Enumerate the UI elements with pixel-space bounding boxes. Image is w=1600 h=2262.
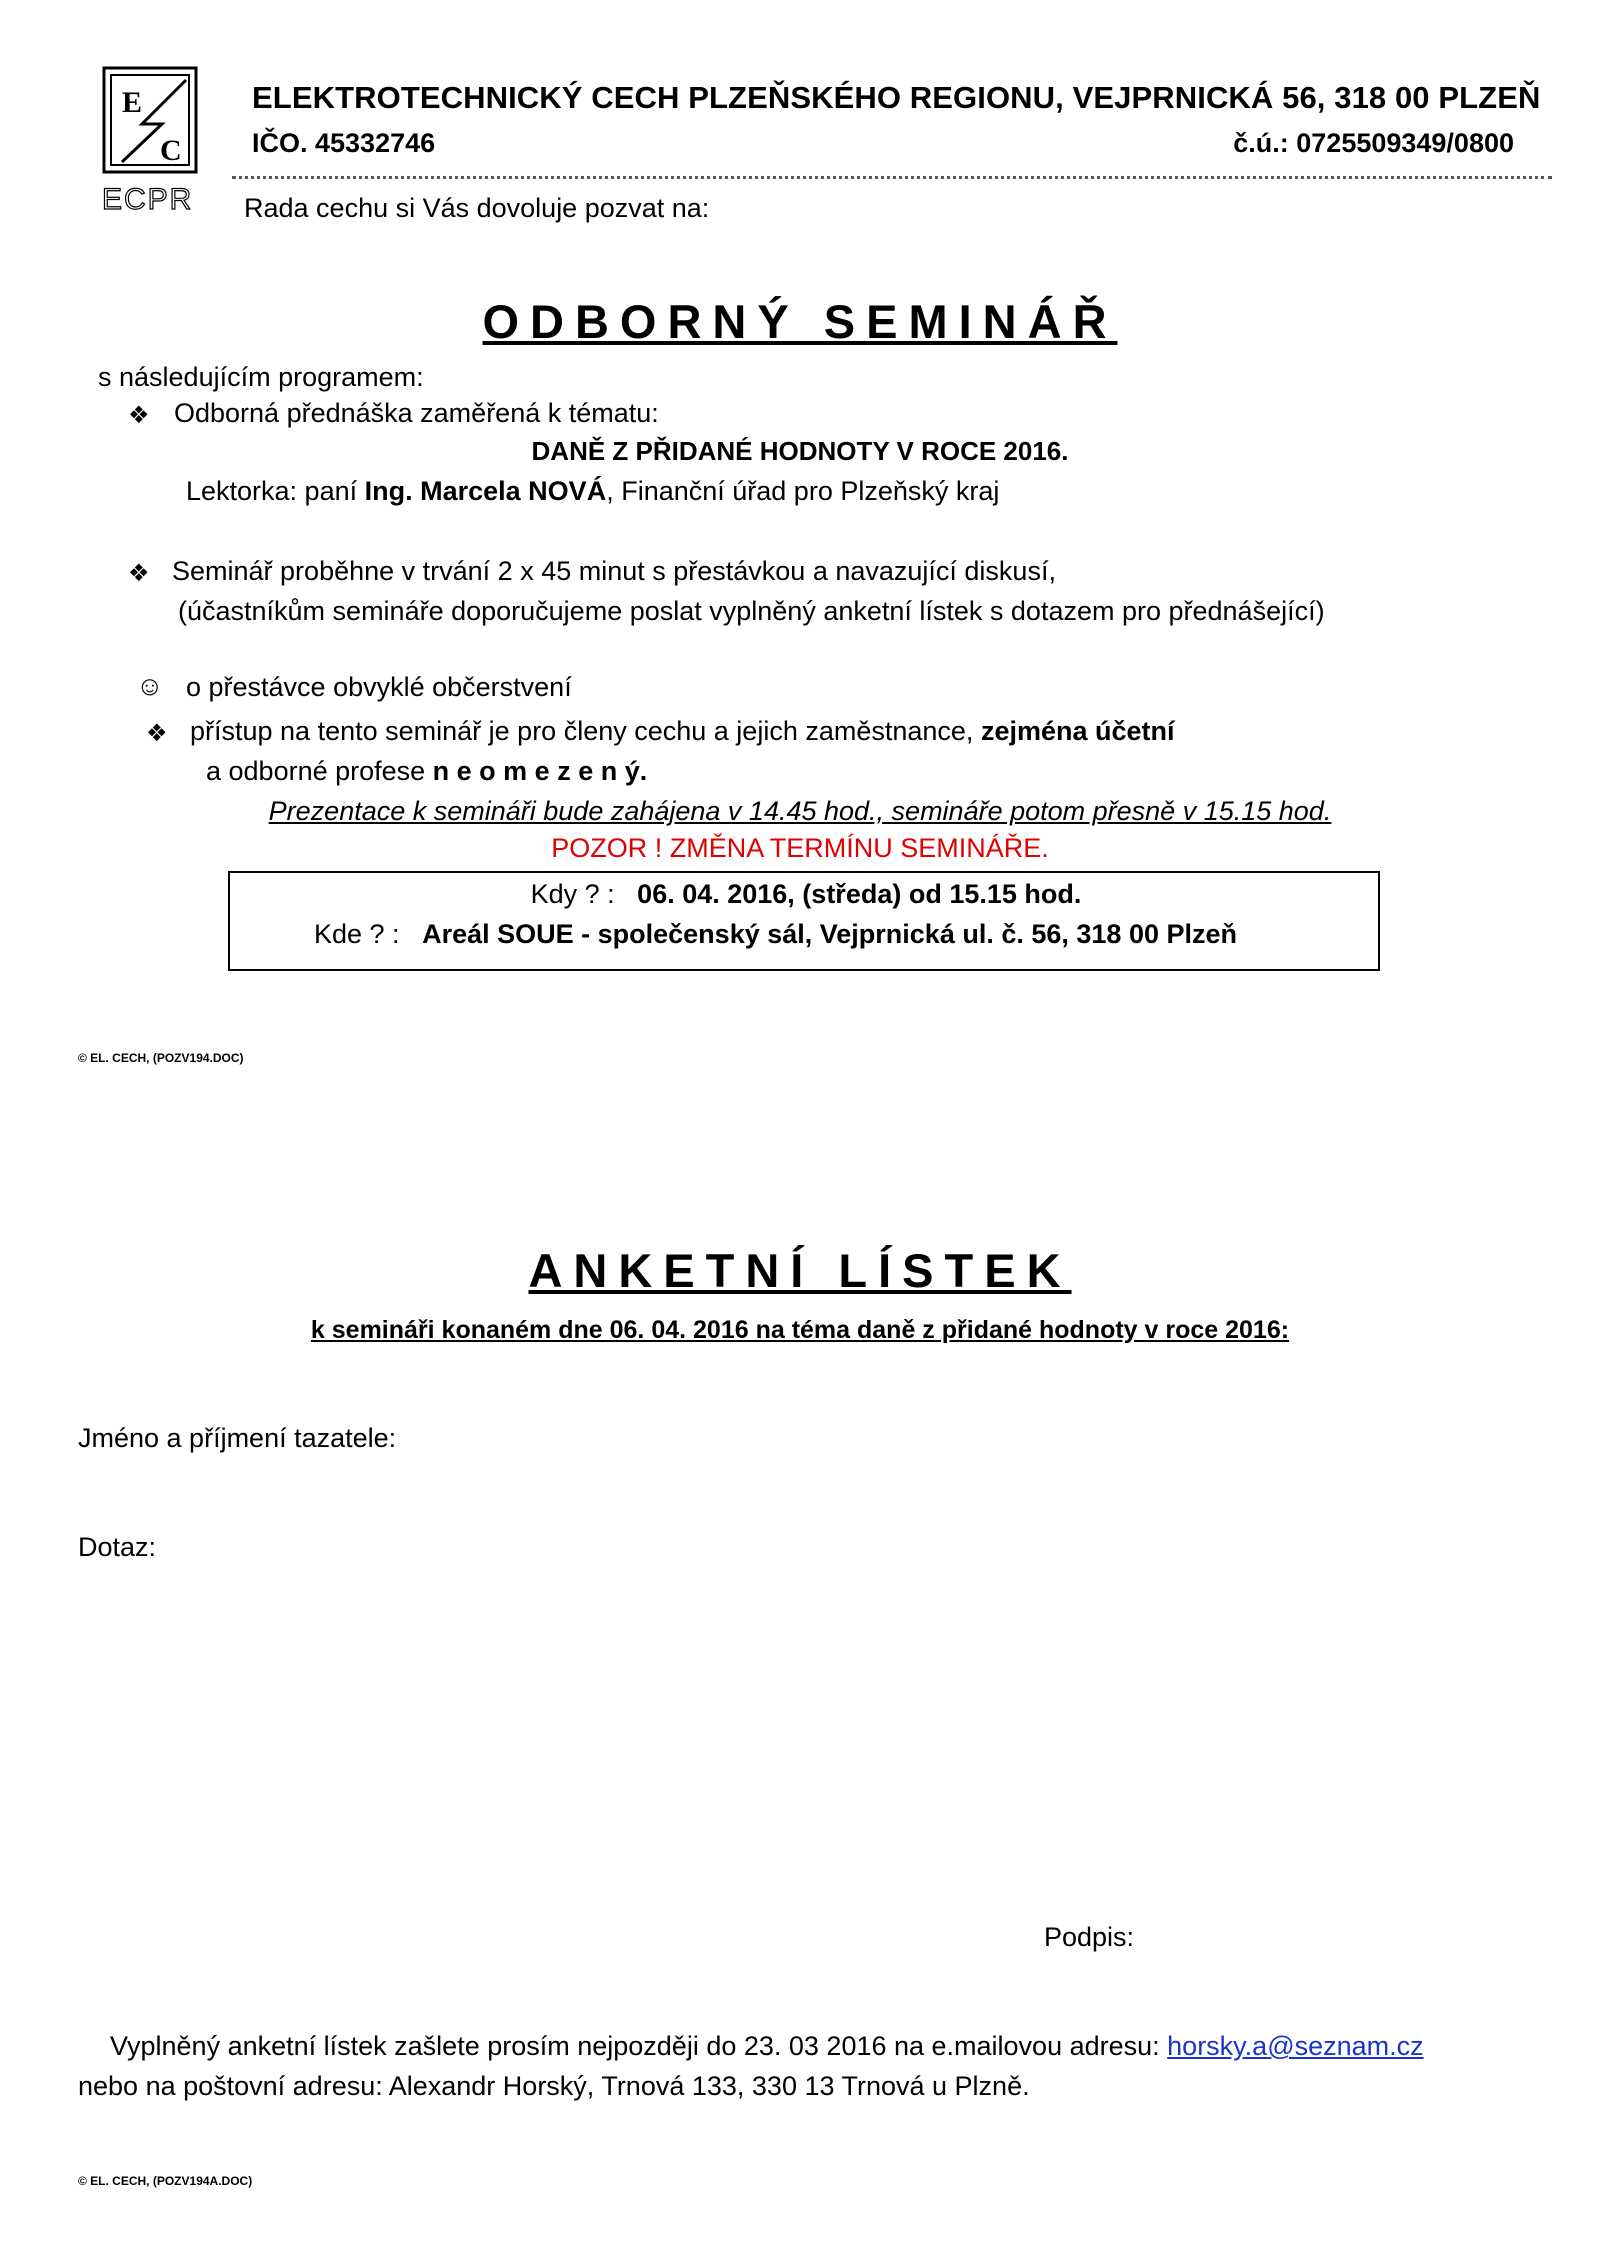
logo-letter-c: C	[160, 134, 182, 167]
email-link[interactable]: horsky.a@seznam.cz	[1167, 2031, 1424, 2061]
access-text: přístup na tento seminář je pro členy cechu a jejich zaměstnance,	[190, 716, 981, 746]
name-field-label: Jméno a příjmení tazatele:	[78, 1423, 397, 1453]
where-label: Kde ? :	[314, 919, 400, 949]
seminar-title: ODBORNÝ SEMINÁŘ	[482, 295, 1118, 348]
diamond-bullet-icon: ❖	[146, 720, 168, 747]
access-bullet	[190, 716, 1175, 747]
survey-title: ANKETNÍ LÍSTEK	[528, 1244, 1072, 1297]
when-row	[230, 879, 1382, 910]
access-unlimited: n e o m e z e n ý.	[432, 756, 648, 786]
document-code: © EL. CECH, (POZV194A.DOC)	[78, 2174, 253, 2188]
access-emphasis: zejména účetní	[980, 716, 1175, 746]
refreshment-bullet: o přestávce obvyklé občerstvení	[186, 672, 572, 702]
logo-caption: ECPR	[102, 183, 194, 216]
organization-name: ELEKTROTECHNICKÝ CECH PLZEŇSKÉHO REGIONU, VEJPRNICKÁ 56, 318 00 PLZEŇ	[252, 80, 1541, 115]
duration-note: (účastníkům semináře doporučujeme poslat vyplněný anketní lístek s dotazem pro přednášející)	[178, 596, 1325, 626]
document-code: © EL. CECH, (POZV194.DOC)	[78, 1051, 244, 1065]
diamond-bullet-icon: ❖	[128, 402, 150, 429]
lecturer-line	[186, 476, 999, 507]
smiley-icon: ☺	[136, 671, 164, 701]
lecturer-office: , Finanční úřad pro Plzeňský kraj	[606, 476, 1000, 506]
lecture-topic: DANĚ Z PŘIDANÉ HODNOTY V ROCE 2016.	[531, 436, 1069, 466]
lecture-bullet: Odborná přednáška zaměřená k tématu:	[174, 398, 659, 428]
logo-letter-e: E	[122, 86, 143, 119]
program-intro: s následujícím programem:	[98, 362, 424, 392]
date-change-warning: POZOR ! ZMĚNA TERMÍNU SEMINÁŘE.	[551, 833, 1049, 863]
when-where-box	[228, 871, 1380, 971]
question-field-label: Dotaz:	[78, 1532, 157, 1562]
duration-bullet: Seminář proběhne v trvání 2 x 45 minut s přestávkou a navazující diskusí,	[172, 556, 1056, 586]
submission-text: Vyplněný anketní lístek zašlete prosím nejpozději do 23. 03 2016 na e.mailovou adresu:	[110, 2031, 1168, 2061]
bank-account: č.ú.: 0725509349/0800	[1233, 128, 1514, 158]
where-value: Areál SOUE - společenský sál, Vejprnická ul. č. 56, 318 00 Plzeň	[422, 919, 1237, 949]
when-label: Kdy ? :	[530, 879, 615, 909]
signature-label: Podpis:	[1044, 1922, 1135, 1952]
access-text-continued: a odborné profese	[206, 756, 433, 786]
invitation-line: Rada cechu si Vás dovoluje pozvat na:	[244, 193, 710, 223]
where-row	[314, 919, 1237, 950]
organization-id: IČO. 45332746	[252, 128, 436, 158]
header-divider	[232, 176, 1552, 179]
diamond-bullet-icon: ❖	[128, 560, 150, 587]
when-value: 06. 04. 2016, (středa) od 15.15 hod.	[637, 879, 1082, 909]
presentation-note: Prezentace k semináři bude zahájena v 14.45 hod., semináře potom přesně v 15.15 hod.	[268, 796, 1332, 826]
submission-instructions	[110, 2031, 1424, 2062]
survey-subtitle: k semináři konaném dne 06. 04. 2016 na téma daně z přidané hodnoty v roce 2016:	[310, 1316, 1290, 1344]
lecturer-name: Ing. Marcela NOVÁ	[364, 476, 607, 506]
postal-address: nebo na poštovní adresu: Alexandr Horský, Trnová 133, 330 13 Trnová u Plzně.	[78, 2071, 1030, 2101]
ecpr-logo	[102, 66, 208, 216]
lecturer-prefix: Lektorka: paní	[186, 476, 365, 506]
access-bullet-continued	[206, 756, 647, 787]
